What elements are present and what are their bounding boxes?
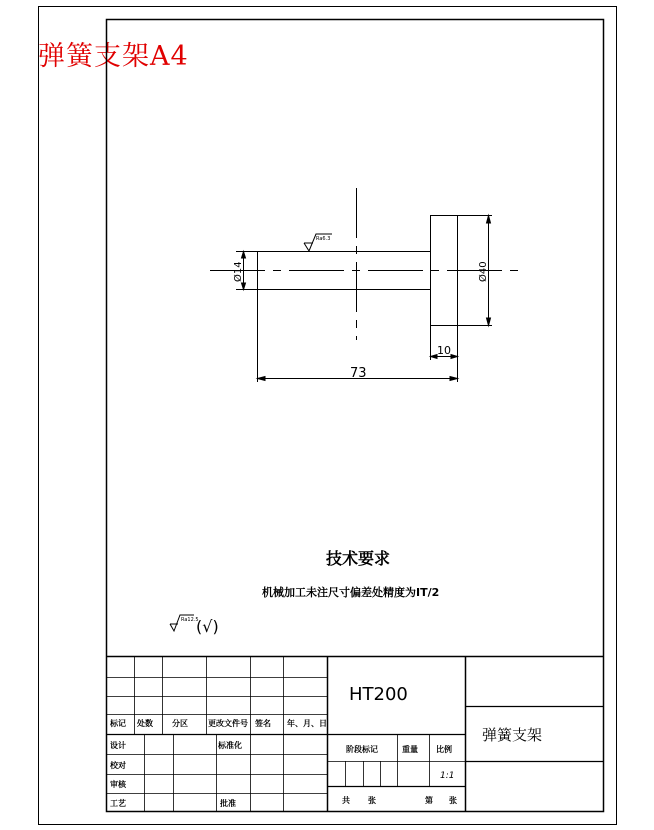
page-label: 第 xyxy=(425,796,433,805)
dim-text-flange-diameter: Ø40 xyxy=(478,261,489,282)
arrow-flange-top xyxy=(487,216,491,224)
rev-header-date: 年、月、日 xyxy=(287,719,327,728)
material-text: HT200 xyxy=(349,684,408,705)
arrow-length-right xyxy=(450,377,458,381)
part-name-text: 弹簧支架 xyxy=(482,726,543,744)
page-unit: 张 xyxy=(449,796,457,805)
dim-text-length: 73 xyxy=(350,366,367,381)
dim-text-shaft-diameter: Ø14 xyxy=(233,261,244,282)
rev-header-sign: 签名 xyxy=(255,719,271,728)
notes-line-1: 机械加工未注尺寸偏差处精度为IT/2 xyxy=(262,586,440,599)
dim-text-flange-thickness: 10 xyxy=(437,344,451,357)
sign-row-design: 设计 xyxy=(110,741,126,750)
rev-header-doc: 更改文件号 xyxy=(208,719,248,728)
stage-label: 阶段标记 xyxy=(346,745,378,754)
total-sheets-unit: 张 xyxy=(368,796,376,805)
roughness-value: Ra6.3 xyxy=(316,236,331,242)
roughness-rest-paren: (√) xyxy=(196,617,219,636)
sign-row-process: 工艺 xyxy=(110,799,126,808)
sign-row-review: 审核 xyxy=(110,780,126,789)
scale-value: 1:1 xyxy=(440,771,455,781)
approve-label: 批准 xyxy=(220,799,236,808)
rev-header-zone: 分区 xyxy=(172,719,188,728)
arrow-length-left xyxy=(258,377,266,381)
arrow-shaft-top xyxy=(242,252,246,259)
arrow-flange-thk-right xyxy=(451,355,458,359)
arrow-flange-bottom xyxy=(487,318,491,326)
weight-label: 重量 xyxy=(402,745,418,754)
part-view xyxy=(210,188,520,382)
rev-header-mark: 标记 xyxy=(110,719,126,728)
arrow-shaft-bottom xyxy=(242,283,246,290)
rev-header-count: 处数 xyxy=(137,719,153,728)
notes-heading: 技术要求 xyxy=(326,549,391,568)
roughness-rest-value: Ra12.5 xyxy=(181,617,199,623)
ratio-label: 比例 xyxy=(436,745,452,754)
sign-row-check: 校对 xyxy=(110,761,126,770)
total-sheets-label: 共 xyxy=(342,796,350,805)
drawing-title: 弹簧支架A4 xyxy=(38,41,189,72)
std-label: 标准化 xyxy=(218,741,242,750)
